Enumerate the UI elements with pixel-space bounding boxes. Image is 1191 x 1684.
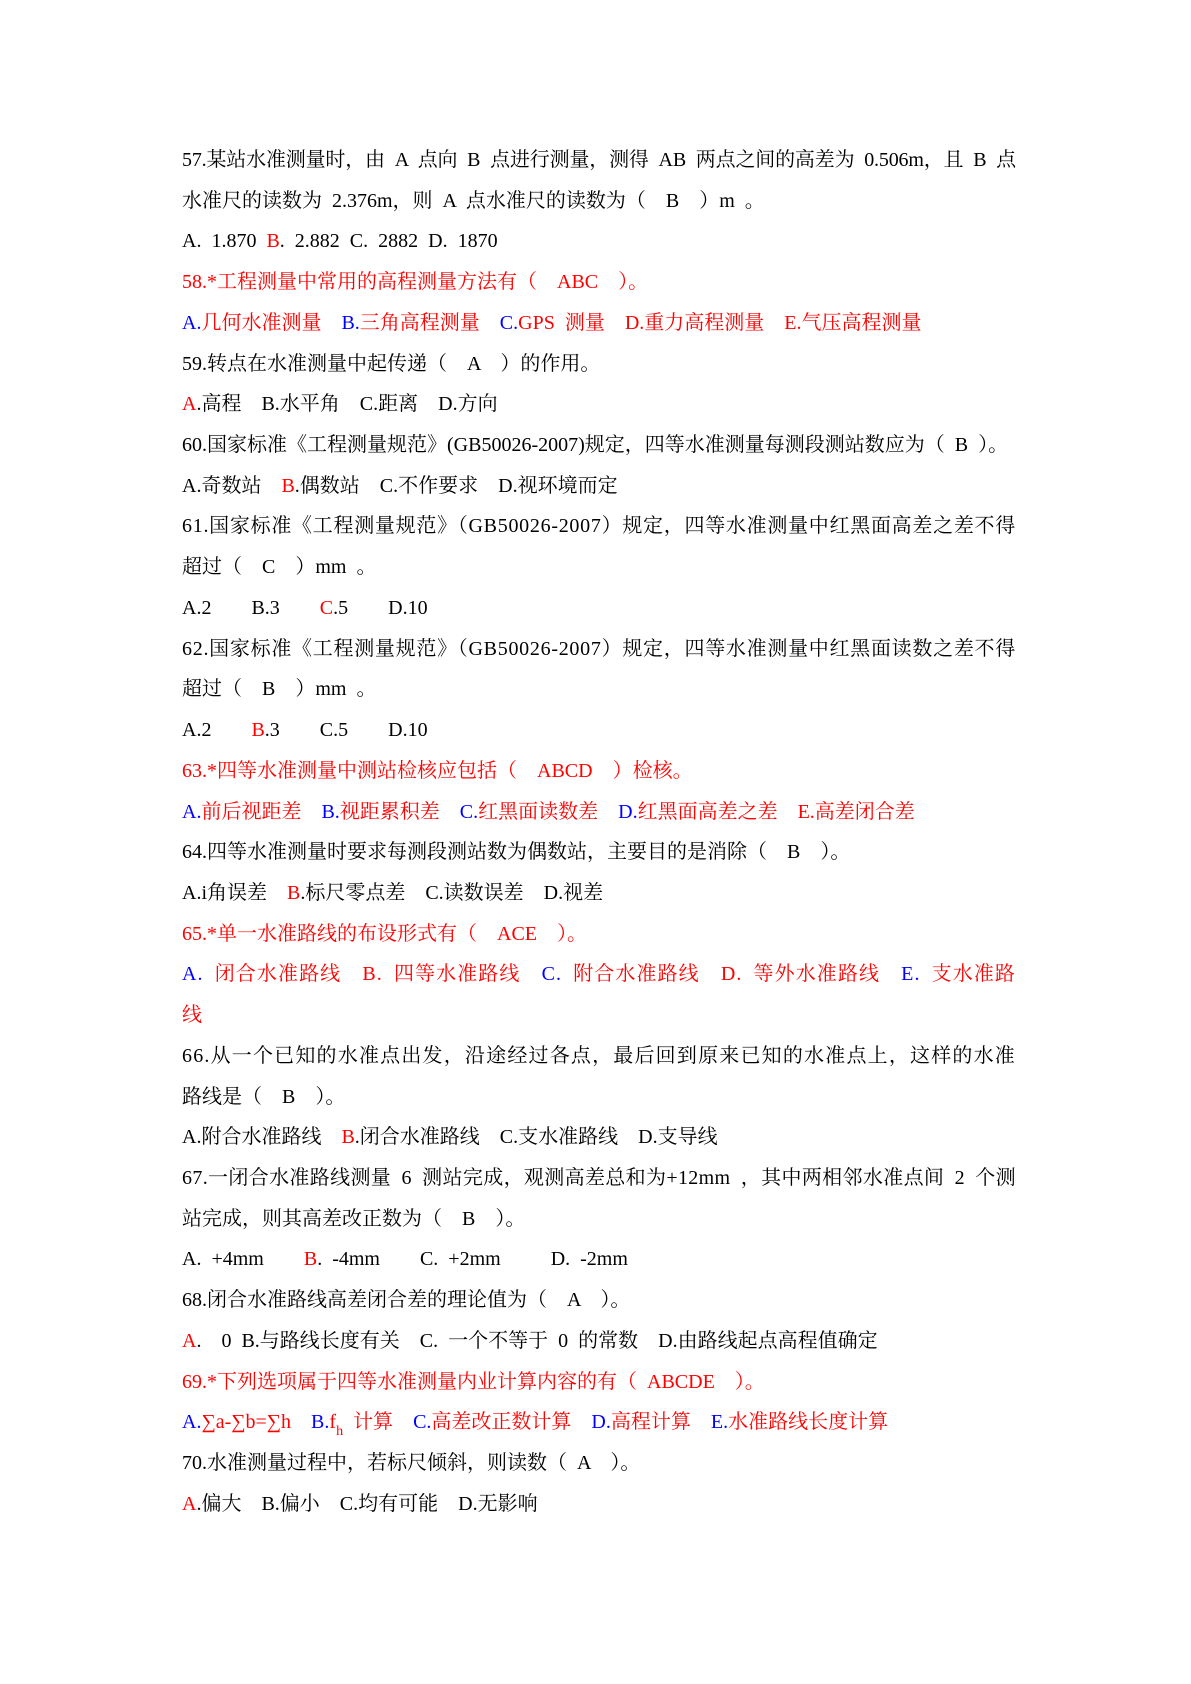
option-text: C. [499,311,519,334]
option-text: 水准路线长度计算 [728,1411,889,1434]
option-text: A. [182,800,202,823]
option-text: 几何水准测量 [201,311,342,334]
option-text: f [329,1411,337,1434]
question-stem-line [182,506,1016,547]
option-text: B [266,230,280,253]
question-text: 站完成，则其高差改正数为（ B ）。 [182,1207,526,1230]
option-text: B [303,1248,318,1271]
question-text: 58.*工程测量中常用的高程测量方法有（ ABC ）。 [182,271,649,294]
option-text: .偶数站 C.不作要求 D.视环境而定 [294,474,618,497]
question-text: 62.国家标准《工程测量规范》（GB50026-2007）规定，四等水准测量中红黑面读数之差不得 [182,637,1016,660]
question-stem-line [182,1443,1016,1484]
question-block [182,914,1016,1036]
option-text: A. +4mm [182,1248,304,1271]
option-text: C. [459,800,479,823]
answer-options-line [182,384,1016,425]
option-text: 计算 [343,1411,414,1434]
option-text: C. [541,963,563,986]
question-stem-line [182,1036,1016,1077]
option-text: A.2 B.3 [182,596,320,619]
answer-options-line [182,303,1016,344]
question-text: 64.四等水准测量时要求每测段测站数为偶数站，主要目的是消除（ B ）。 [182,841,851,864]
option-text: B [281,474,295,497]
question-block [182,262,1016,343]
question-block [182,1158,1016,1280]
option-text: A. [182,1411,202,1434]
question-block [182,140,1016,262]
question-block [182,344,1016,425]
question-text: 59.转点在水准测量中起传递（ A ）的作用。 [182,352,601,375]
option-text: 附合水准路线 D. 等外水准路线 [562,963,902,986]
option-text: . 0 B.与路线长度有关 C. 一个不等于 0 的常数 D.由路线起点高程值确定 [196,1329,878,1352]
question-text: 66.从一个已知的水准点出发，沿途经过各点，最后回到原来已知的水准点上，这样的水准 [182,1044,1016,1067]
question-stem-line [182,140,1016,181]
question-stem-line [182,669,1016,710]
question-text: 57.某站水准测量时，由 A 点向 B 点进行测量，测得 AB 两点之间的高差为 0.506m，且 B 点 [182,149,1016,171]
answer-options-line [182,1484,1016,1525]
question-stem-line [182,181,1016,222]
option-text: .偏大 B.偏小 C.均有可能 D.无影响 [196,1492,538,1515]
answer-options-line [182,221,1016,262]
option-text: A [182,1329,197,1352]
question-stem-line [182,425,1016,466]
answer-options-line [182,792,1016,833]
question-stem-line [182,1199,1016,1240]
subscript-text: h [336,1423,344,1439]
option-text: 高差改正数计算 [431,1411,592,1434]
question-stem-line [182,629,1016,670]
question-stem-line [182,1280,1016,1321]
option-text: GPS 测量 [518,311,625,334]
answer-options-line [182,995,1016,1036]
option-text: B. [321,800,340,823]
option-text: E. [901,963,921,986]
option-text: .3 C.5 D.10 [264,719,428,742]
question-block [182,1362,1016,1443]
option-text: 高程计算 [610,1411,711,1434]
question-stem-line [182,751,1016,792]
answer-options-line [182,588,1016,629]
option-text: D. [591,1411,611,1434]
question-block [182,832,1016,913]
question-text: 69.*下列选项属于四等水准测量内业计算内容的有（ ABCDE ）。 [182,1370,765,1393]
answer-options-line [182,1239,1016,1280]
question-text: 65.*单一水准路线的布设形式有（ ACE ）。 [182,922,587,945]
option-text: A.2 [182,719,252,742]
question-stem-line [182,262,1016,303]
option-text: A.奇数站 [182,474,282,497]
option-text: .高程 B.水平角 C.距离 D.方向 [196,393,498,416]
question-text: 超过（ C ）mm 。 [182,556,377,579]
option-text: . -4mm C. +2mm D. -2mm [317,1248,628,1271]
option-text: .闭合水准路线 C.支水准路线 D.支导线 [354,1126,718,1149]
question-text: 68.闭合水准路线高差闭合差的理论值为（ A ）。 [182,1289,631,1312]
question-text: 水准尺的读数为 2.376m，则 A 点水准尺的读数为（ B ）m 。 [182,189,765,212]
question-block [182,1443,1016,1524]
answer-options-line [182,1117,1016,1158]
option-text: A. 1.870 [182,230,267,253]
option-text: B. [311,1411,330,1434]
option-text: D.重力高程测量 E.气压高程测量 [624,311,922,334]
option-text: .5 D.10 [333,596,428,619]
option-text: B [251,719,265,742]
question-text: 70.水准测量过程中，若标尺倾斜，则读数（ A ）。 [182,1452,641,1474]
question-block [182,751,1016,832]
option-text: C. [413,1411,432,1434]
option-text: B [341,1126,355,1149]
option-text: 闭合水准路线 B. 四等水准路线 [203,963,542,986]
answer-options-line [182,954,1016,995]
answer-options-line [182,1402,1016,1443]
answer-options-line [182,466,1016,507]
question-text: 67.一闭合水准路线测量 6 测站完成，观测高差总和为+12mm ，其中两相邻水准点间 2 个测 [182,1166,1016,1189]
option-text: A. [182,311,202,334]
option-text: 三角高程测量 [359,311,500,334]
question-stem-line [182,832,1016,873]
option-text: A [182,1492,197,1515]
option-text: A [182,393,197,416]
question-block [182,629,1016,751]
option-text: C [319,596,334,619]
question-text: 61.国家标准《工程测量规范》（GB50026-2007）规定，四等水准测量中红黑面高差之差不得 [182,515,1016,538]
answer-options-line [182,873,1016,914]
answer-options-line [182,1321,1016,1362]
question-block [182,1280,1016,1361]
answer-options-line [182,710,1016,751]
option-text: A.i角误差 [182,881,287,904]
option-text: .标尺零点差 C.读数误差 D.视差 [300,881,604,904]
question-stem-line [182,1077,1016,1118]
question-block [182,506,1016,628]
question-block [182,1036,1016,1158]
option-text: A. [182,963,204,986]
question-text: 超过（ B ）mm 。 [182,678,377,701]
question-block [182,425,1016,506]
option-text: 视距累积差 [339,800,460,823]
question-stem-line [182,1158,1016,1199]
option-text: D. [618,800,638,823]
option-text: 红黑面读数差 [478,800,619,823]
option-text: . 2.882 C. 2882 D. 1870 [279,230,498,253]
question-stem-line [182,344,1016,385]
option-text: B. [341,311,360,334]
option-text: B [287,881,301,904]
option-text: A.附合水准路线 [182,1126,342,1149]
option-text: 前后视距差 [201,800,322,823]
question-stem-line [182,914,1016,955]
option-text: E. [710,1411,729,1434]
question-stem-line [182,1362,1016,1403]
question-text: 60.国家标准《工程测量规范》(GB50026-2007)规定，四等水准测量每测段测站数应为（ B ）。 [182,434,1009,457]
question-text: 63.*四等水准测量中测站检核应包括（ ABCD ）检核。 [182,759,693,782]
question-list [182,140,1016,1524]
question-text: 路线是（ B ）。 [182,1085,346,1108]
question-stem-line [182,547,1016,588]
option-text: ∑a-∑b=∑h [201,1411,312,1434]
option-text: 红黑面高差之差 E.高差闭合差 [637,800,915,823]
option-text: 支水准路 [920,963,1017,986]
option-text: 线 [182,1004,202,1027]
